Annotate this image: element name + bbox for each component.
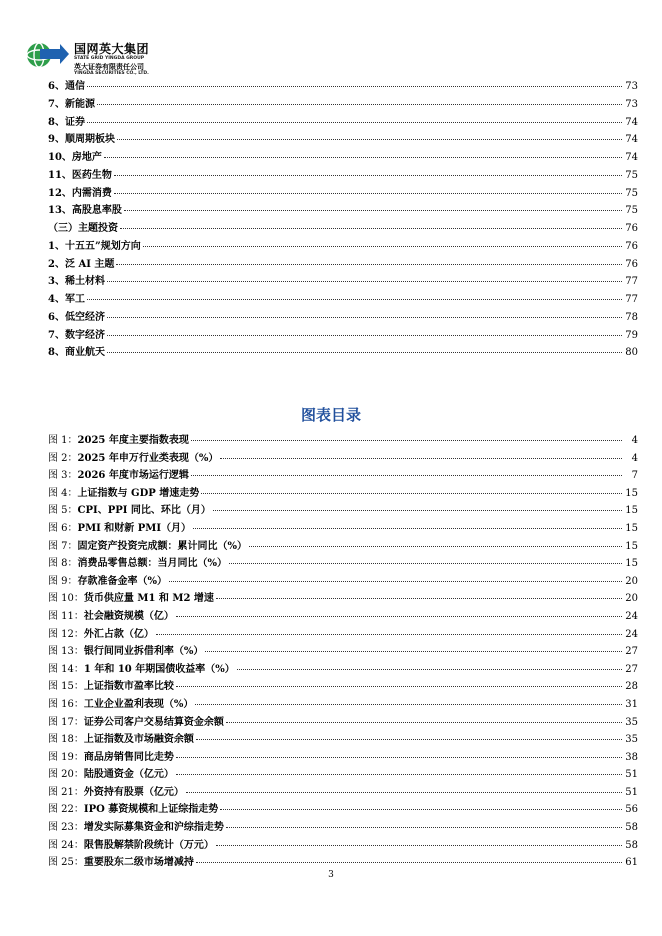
figure-number: 图 25： [48, 857, 84, 869]
figure-toc-label [48, 818, 224, 833]
toc-entry[interactable] [48, 77, 638, 95]
figure-number: 图 17： [48, 716, 84, 728]
figure-toc-entry[interactable] [48, 642, 638, 660]
figure-toc-entry[interactable] [48, 484, 638, 502]
figure-title: 1 年和 10 年期国债收益率（%） [83, 663, 235, 675]
toc-entry-label [48, 308, 105, 323]
toc-entry[interactable] [48, 184, 638, 202]
figure-toc-entry[interactable] [48, 677, 638, 695]
figure-title: 消费品零售总额：当月同比（%） [77, 558, 228, 570]
toc-entry-label [48, 343, 105, 358]
toc-entry[interactable] [48, 272, 638, 290]
toc-entry[interactable] [48, 95, 638, 113]
toc-entry-title: 7、新能源 [48, 98, 95, 110]
figure-number: 图 15： [48, 681, 84, 693]
page-number: 3 [328, 870, 334, 880]
figure-number: 图 16： [48, 698, 84, 710]
figure-toc-entry[interactable] [48, 466, 638, 484]
figure-number: 图 1： [48, 435, 78, 446]
toc-entry[interactable] [48, 201, 638, 219]
figure-toc-entry[interactable] [48, 853, 638, 871]
toc-entry[interactable] [48, 255, 638, 273]
toc-page-number: 61 [625, 857, 638, 869]
figure-number: 图 19： [48, 751, 84, 763]
dot-leader [97, 104, 622, 105]
toc-entry-label [48, 272, 105, 287]
dot-leader [156, 634, 622, 635]
toc-entry-label [48, 77, 85, 92]
figure-title: 外汇占款（亿） [83, 628, 154, 640]
figure-toc-label [48, 713, 224, 728]
figure-toc-label [48, 466, 189, 481]
toc-page-number: 76 [625, 223, 638, 234]
figure-title: 限售股解禁阶段统计（万元） [83, 839, 214, 851]
figure-number: 图 9： [48, 575, 78, 587]
figure-title: 重要股东二级市场增减持 [83, 857, 194, 869]
toc-entry-title: 10、房地产 [48, 152, 102, 163]
figure-title: 增发实际募集资金和沪综指走势 [83, 822, 224, 834]
toc-page-number: 56 [625, 804, 638, 816]
figure-toc-entry[interactable] [48, 800, 638, 818]
figure-title: 2025 年申万行业类表现（%） [77, 452, 219, 464]
toc-entry[interactable] [48, 113, 638, 131]
toc-page-number: 15 [625, 487, 638, 499]
figure-number: 图 11： [48, 610, 84, 622]
toc-page-number: 76 [625, 240, 638, 252]
toc-entry-title: 9、顺周期板块 [48, 134, 115, 146]
toc-entry[interactable] [48, 237, 638, 255]
dot-leader [107, 281, 622, 282]
figure-toc-entry[interactable] [48, 765, 638, 783]
toc-page-number: 4 [631, 452, 638, 464]
toc-page-number: 73 [625, 98, 638, 110]
toc-page-number: 35 [625, 716, 638, 728]
toc-page-number: 74 [625, 152, 638, 163]
toc-entry-title: 6、低空经济 [48, 311, 105, 323]
table-of-contents-sections [48, 77, 638, 361]
dot-leader [191, 440, 622, 441]
toc-entry-title: 8、商业航天 [48, 347, 105, 359]
figure-toc-label [48, 748, 174, 763]
figure-number: 图 21： [48, 786, 84, 798]
figure-toc-entry[interactable] [48, 783, 638, 801]
figure-number: 图 18： [48, 734, 84, 746]
dot-leader [229, 563, 622, 564]
toc-entry-label [48, 166, 112, 181]
toc-entry-title: 8、证券 [48, 116, 85, 128]
figure-toc-label [48, 554, 227, 569]
dot-leader [116, 264, 622, 265]
figure-toc-label [48, 589, 214, 604]
figure-toc-label [48, 607, 174, 622]
toc-entry-label [48, 148, 102, 163]
figure-toc-label [48, 836, 214, 851]
toc-page-number: 78 [625, 311, 638, 323]
toc-entry-label [48, 255, 114, 270]
toc-entry-title: 2、泛 AI 主题 [48, 258, 115, 270]
figure-toc-entry[interactable] [48, 660, 638, 678]
toc-page-number: 51 [625, 786, 638, 798]
dot-leader [216, 845, 622, 846]
figure-toc-entry[interactable] [48, 519, 638, 537]
toc-page-number: 80 [625, 347, 638, 359]
figure-number: 图 20： [48, 769, 84, 781]
dot-leader [104, 157, 622, 158]
figure-number: 图 22： [48, 804, 84, 816]
toc-entry-title: 7、数字经济 [48, 329, 105, 341]
figure-number: 图 13： [48, 646, 84, 658]
figure-toc-entry[interactable] [48, 449, 638, 467]
toc-page-number: 24 [625, 628, 638, 640]
toc-page-number: 15 [625, 522, 638, 534]
toc-page-number: 79 [625, 329, 638, 341]
figure-title: 银行间同业拆借利率（%） [83, 646, 204, 658]
figure-number: 图 3： [48, 470, 78, 482]
toc-entry-label [48, 201, 122, 216]
figure-toc-label [48, 730, 194, 745]
toc-page-number: 58 [625, 822, 638, 834]
dot-leader [107, 352, 622, 353]
figure-number: 图 6： [48, 522, 78, 534]
figure-toc-entry[interactable] [48, 818, 638, 836]
figure-toc-entry[interactable] [48, 554, 638, 572]
figure-toc-label [48, 660, 235, 675]
toc-entry[interactable] [48, 166, 638, 184]
figure-toc-label [48, 484, 199, 499]
toc-page-number: 28 [625, 681, 638, 693]
figure-toc-label [48, 853, 194, 868]
dot-leader [193, 528, 622, 529]
figure-toc-label [48, 501, 211, 516]
figure-toc-entry[interactable] [48, 501, 638, 519]
dot-leader [196, 862, 622, 863]
figure-toc-entry[interactable] [48, 572, 638, 590]
figure-toc-entry[interactable] [48, 713, 638, 731]
toc-page-number: 75 [625, 169, 638, 181]
figure-toc-label [48, 449, 218, 464]
toc-entry-title: 6、通信 [48, 81, 85, 92]
dot-leader [220, 809, 622, 810]
figure-toc-entry[interactable] [48, 589, 638, 607]
figure-title: PMI 和财新 PMI（月） [77, 522, 192, 534]
dot-leader [196, 739, 622, 740]
company-name-cn: 英大证券有限责任公司 [74, 63, 144, 71]
toc-page-number: 15 [625, 540, 638, 552]
toc-entry-label [48, 130, 115, 145]
company-logo [26, 40, 206, 78]
dot-leader [176, 774, 622, 775]
figure-title: 陆股通资金（亿元） [83, 769, 174, 781]
company-name-en: YINGDA SECURITIES CO., LTD. [74, 71, 149, 76]
figure-toc-label [48, 677, 174, 692]
toc-entry-label [48, 237, 141, 252]
toc-page-number: 76 [625, 258, 638, 270]
toc-page-number: 27 [625, 663, 638, 675]
toc-entry[interactable] [48, 148, 638, 166]
dot-leader [143, 246, 622, 247]
figure-toc-label [48, 800, 218, 815]
toc-page-number: 77 [625, 294, 638, 305]
figure-title: 2025 年度主要指数表现 [77, 435, 189, 446]
dot-leader [213, 510, 622, 511]
dot-leader [87, 299, 622, 300]
figure-number: 图 5： [48, 505, 78, 517]
dot-leader [237, 669, 622, 670]
figure-title: 货币供应量 M1 和 M2 增速 [83, 593, 214, 605]
toc-page-number: 31 [625, 698, 638, 710]
figure-title: 外资持有股票（亿元） [83, 786, 184, 798]
figure-number: 图 7： [48, 540, 78, 552]
figures-toc-heading: 图表目录 [300, 406, 361, 424]
figure-toc-label [48, 431, 189, 446]
figure-title: 证券公司客户交易结算资金余额 [83, 716, 224, 728]
figure-title: 商品房销售同比走势 [83, 751, 174, 763]
toc-page-number: 24 [625, 610, 638, 622]
dot-leader [191, 475, 622, 476]
figure-toc-label [48, 537, 247, 552]
dot-leader [195, 704, 622, 705]
toc-entry-label [48, 219, 118, 234]
figure-toc-label [48, 572, 167, 587]
figure-title: 固定资产投资完成额：累计同比（%） [77, 540, 248, 552]
dot-leader [186, 792, 622, 793]
toc-entry[interactable] [48, 326, 638, 344]
figure-toc-entry[interactable] [48, 607, 638, 625]
dot-leader [114, 193, 622, 194]
toc-entry-title: （三）主题投资 [48, 223, 118, 234]
figure-title: 上证指数及市场融资余额 [83, 734, 194, 746]
toc-entry-label [48, 113, 85, 128]
table-of-contents-figures [48, 431, 638, 871]
figure-number: 图 12： [48, 628, 84, 640]
toc-page-number: 35 [625, 734, 638, 746]
figure-number: 图 14： [48, 663, 84, 675]
dot-leader [249, 546, 622, 547]
dot-leader [107, 317, 622, 318]
toc-page-number: 7 [631, 470, 638, 482]
dot-leader [169, 581, 622, 582]
toc-page-number: 20 [625, 575, 638, 587]
toc-page-number: 15 [625, 558, 638, 570]
figure-toc-entry[interactable] [48, 695, 638, 713]
figure-toc-entry[interactable] [48, 730, 638, 748]
figure-title: 社会融资规模（亿） [83, 610, 174, 622]
toc-page-number: 58 [625, 839, 638, 851]
toc-entry-title: 12、内需消费 [48, 187, 112, 199]
toc-entry-label [48, 184, 112, 199]
toc-page-number: 75 [625, 187, 638, 199]
figure-number: 图 4： [48, 487, 78, 499]
toc-page-number: 15 [625, 505, 638, 517]
toc-entry[interactable] [48, 130, 638, 148]
figure-toc-entry[interactable] [48, 537, 638, 555]
dot-leader [176, 757, 622, 758]
dot-leader [205, 651, 622, 652]
dot-leader [226, 722, 622, 723]
dot-leader [216, 598, 622, 599]
figure-title: 上证指数与 GDP 增速走势 [77, 487, 200, 499]
toc-entry-title: 3、稀土材料 [48, 276, 105, 288]
dot-leader [201, 493, 622, 494]
toc-entry-title: 11、医药生物 [48, 169, 112, 181]
dot-leader [87, 122, 622, 123]
toc-page-number: 73 [625, 81, 638, 92]
dot-leader [176, 686, 622, 687]
toc-entry-label [48, 326, 105, 341]
dot-leader [220, 458, 622, 459]
figure-number: 图 23： [48, 822, 84, 834]
dot-leader [176, 616, 622, 617]
toc-entry[interactable] [48, 219, 638, 237]
dot-leader [114, 175, 622, 176]
figure-toc-label [48, 519, 191, 534]
toc-entry[interactable] [48, 343, 638, 361]
dot-leader [107, 335, 622, 336]
toc-page-number: 38 [625, 751, 638, 763]
toc-page-number: 20 [625, 593, 638, 605]
group-name-en: STATE GRID YINGDA GROUP [74, 56, 145, 61]
figure-number: 图 8： [48, 558, 78, 570]
figure-title: IPO 募资规模和上证综指走势 [83, 804, 219, 816]
figure-title: 工业企业盈利表现（%） [83, 698, 194, 710]
figure-toc-entry[interactable] [48, 836, 638, 854]
dot-leader [226, 827, 622, 828]
figure-toc-entry[interactable] [48, 431, 638, 449]
figure-toc-entry[interactable] [48, 748, 638, 766]
toc-page-number: 77 [625, 276, 638, 288]
toc-page-number: 27 [625, 646, 638, 658]
dot-leader [87, 86, 622, 87]
group-name-cn: 国网英大集团 [74, 42, 150, 56]
figure-number: 图 24： [48, 839, 84, 851]
dot-leader [117, 139, 622, 140]
figure-toc-label [48, 765, 174, 780]
toc-entry-label [48, 95, 95, 110]
toc-page-number: 75 [625, 205, 638, 217]
toc-page-number: 74 [625, 134, 638, 146]
toc-entry[interactable] [48, 290, 638, 308]
figure-toc-label [48, 642, 203, 657]
toc-page-number: 51 [625, 769, 638, 781]
figure-number: 图 2： [48, 452, 78, 464]
figure-toc-label [48, 625, 154, 640]
figure-title: 上证指数市盈率比较 [83, 681, 174, 693]
toc-entry-title: 4、军工 [48, 294, 85, 305]
toc-page-number: 4 [631, 435, 638, 446]
dot-leader [120, 228, 622, 229]
figure-title: 存款准备金率（%） [77, 575, 168, 587]
figure-title: 2026 年度市场运行逻辑 [77, 470, 189, 482]
figure-toc-label [48, 695, 193, 710]
globe-arrow-logo-icon [26, 40, 70, 70]
toc-entry-label [48, 290, 85, 305]
dot-leader [124, 210, 622, 211]
toc-entry[interactable] [48, 308, 638, 326]
figure-toc-entry[interactable] [48, 625, 638, 643]
toc-entry-title: 1、十五五”规划方向 [48, 240, 141, 252]
figure-toc-label [48, 783, 184, 798]
figure-number: 图 10： [48, 593, 84, 605]
figure-title: CPI、PPI 同比、环比（月） [77, 505, 211, 517]
toc-entry-title: 13、高股息率股 [48, 205, 122, 217]
toc-page-number: 74 [625, 116, 638, 128]
